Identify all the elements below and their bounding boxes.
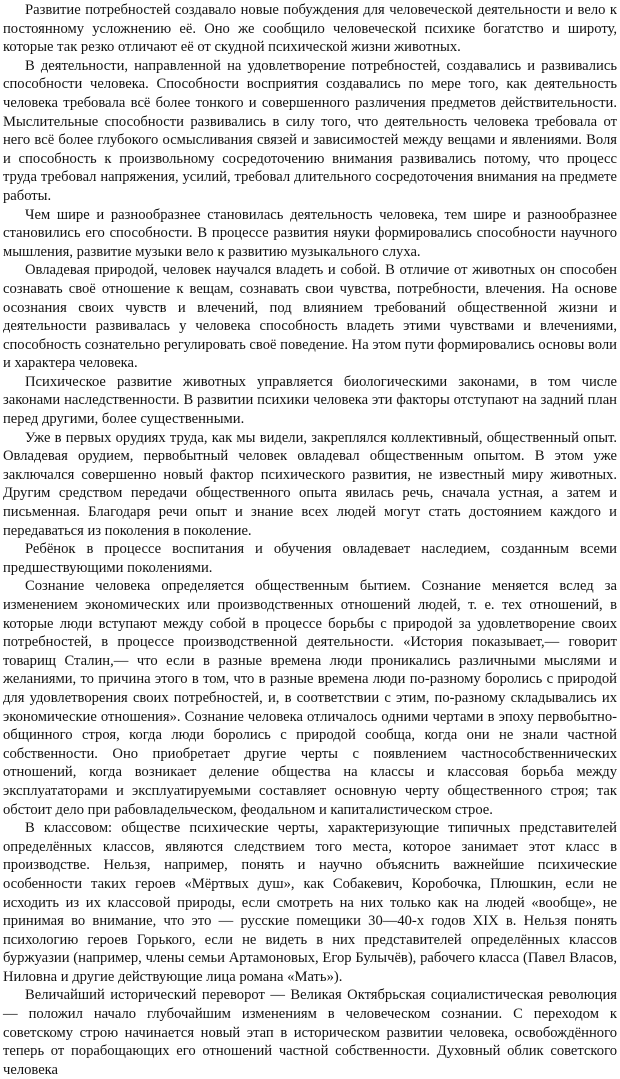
paragraph: Величайший исторический переворот — Великая Октябрьская социалистическая революция — положил начало глубочайшим изменениям в человеческом сознании. С переходом к советскому строю начинается новый этап в историческом развитии человека, освобождённого теперь от порабощающих его отношений частной собственности. Духовный облик советского человека [3, 987, 617, 1078]
paragraph: Чем шире и разнообразнее становилась деятельность человека, тем шире и разнообразнее становились его способности. В процессе развития няуки формировались способности научного мышления, развитие музыки вело к развитию музыкального слуха. [3, 206, 617, 260]
paragraph: Овладевая природой, человек научался владеть и собой. В отличие от животных он способен сознавать своё отношение к вещам, сознавать свои чувства, потребности, влечения. На основе осознания своих чувств и влечений, под влиянием требований общественной жизни и деятельности развивалась у человека способность владеть этими чувствами и влечениями, способность сознательно регулировать своё поведение. На этом пути формировались основы воли и характера человека. [3, 262, 617, 372]
paragraph: В деятельности, направленной на удовлетворение потребностей, создавались и развивались способности человека. Способности восприятия создавались по мере того, как деятельность человека требовала всё более тонкого и совершенного различения предметов действительности. Мыслительные способности развивались в силу того, что деятельность человека требовала от него всё более глубокого осмысливания связей и зависимостей между вещами и явлениями. Воля и способность к произвольному сосредоточению внимания развивались потому, что процесс труда требовал напряжения, усилий, требовал длительного сосредоточения внимания на предмете работы. [3, 57, 617, 204]
paragraph: Развитие потребностей создавало новые побуждения для человеческой деятельности и вело к постоянному усложнению её. Оно же сообщило человеческой психике богатство и широту, которые так резко отличают её от скудной психической жизни животных. [3, 2, 617, 56]
paragraph: Психическое развитие животных управляется биологическими законами, в том числе законами наследственности. В развитии психики человека эти факторы отступают на задний план перед другими, более существенными. [3, 373, 617, 428]
paragraph: Сознание человека определяется общественным бытием. Сознание меняется вслед за изменением экономических или производственных отношений людей, т. е. тех отношений, в которые люди вступают между собой в процессе борьбы с природой за удовлетворение своих потребностей, в процессе производственной деятельности. «История показывает,— говорит товарищ Сталин,— что если в разные времена люди проникались различными мыслями и желаниями, то причина этого в том, что в разные времена люди по-разному боролись с природой для удовлетворения своих потребностей, и, в соответствии с этим, по-разному складывались их экономические отношения». Сознание человека отличалось одними чертами в эпоху первобытно-общинного строя, когда люди боролись с природой сообща, когда они не знали частной собственности. Оно приобретает другие черты с появлением частнособственнических отношений, когда возникает деление общества на классы и классовая борьба между эксплуататорами и эксплуатируемыми составляет основную черту общественного строя; так обстоит дело при рабовладельческом, феодальном и капиталистическом строе. [3, 578, 617, 818]
paragraph: Ребёнок в процессе воспитания и обучения овладевает наследием, созданным всеми предшествующими поколениями. [3, 541, 617, 576]
paragraph: Уже в первых орудиях труда, как мы видели, закреплялся коллективный, общественный опыт. Овладевая орудием, первобытный человек овладевал общественным опытом. В этом уже заключался совершенно новый фактор психического развития, не известный миру животных. Другим средством передачи общественного опыта явилась речь, сначала устная, а затем и письменная. Благодаря речи опыт и знание всех людей могут стать достоянием каждого и передаваться из поколения в поколение. [3, 429, 617, 539]
paragraph: В классовом: обществе психические черты, характеризующие типичных представителей определённых классов, являются следствием того места, которое занимает этот класс в производстве. Нельзя, например, понять и научно объяснить важнейшие психические особенности таких героев «Мёртвых душ», как Собакевич, Коробочка, Плюшкин, если не исходить из их классовой природы, если смотреть на них только как на людей «вообще», не принимая во внимание, что это — русские помещики 30—40-х годов XIX в. Нельзя понять психологию героев Горького, если не видеть в них представителей определённых классов буржуазии (например, члены семьи Артамоновых, Егор Булычёв), рабочего класса (Павел Власов, Ниловна и другие действующие лица романа «Мать»). [3, 820, 617, 985]
